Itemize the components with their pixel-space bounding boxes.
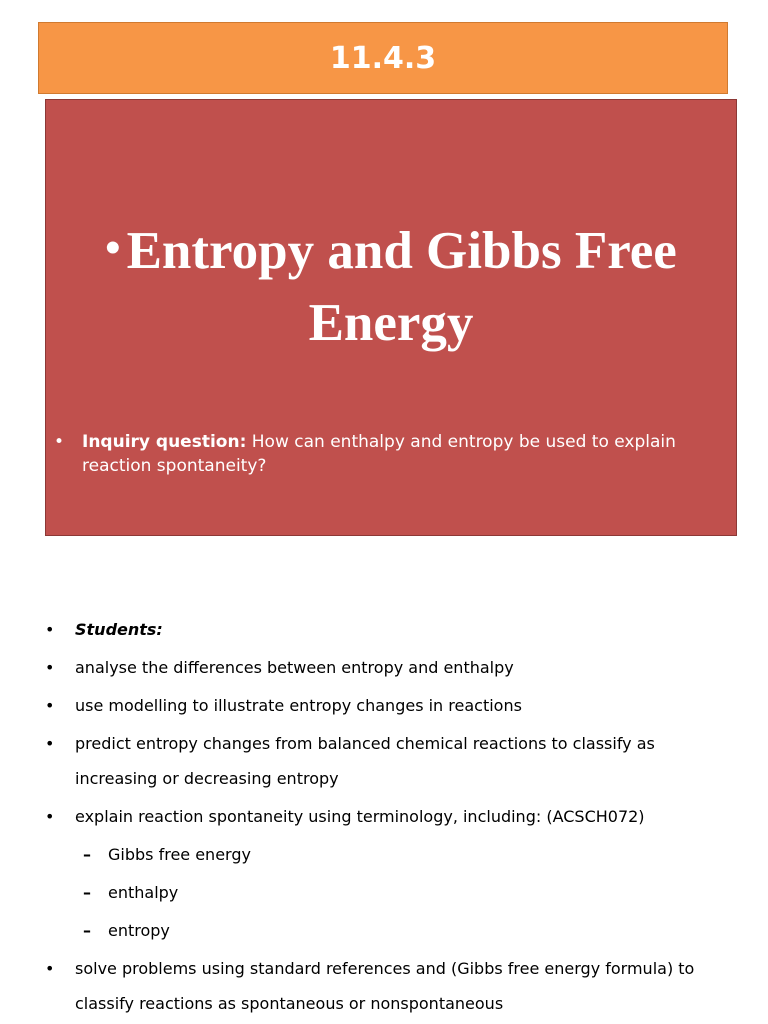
section-code: 11.4.3 [329,40,437,76]
subitem-text: entropy [108,921,170,940]
title-box [45,99,737,536]
title-text: Entropy and Gibbs Free Energy [126,222,677,352]
outcome-text: explain reaction spontaneity using terminology, including: (ACSCH072) [75,807,645,826]
title-bullet: • [105,223,121,272]
outcome-text: use modelling to illustrate entropy changes in reactions [75,696,522,715]
outcomes-heading: Students: [75,620,163,639]
bullet-marker: • [45,620,55,639]
list-item [45,951,735,1021]
learning-outcomes-list [45,612,735,1024]
inquiry-label: Inquiry question: [82,432,247,452]
bullet-marker: • [45,734,55,753]
inquiry-bullet: • [54,432,65,452]
list-item [45,799,735,834]
bullet-marker: • [45,807,55,826]
main-title [46,212,736,359]
subitem-text: enthalpy [108,883,179,902]
outcome-text: analyse the differences between entropy and enthalpy [75,658,514,677]
dash-marker: – [83,883,91,902]
bullet-marker: • [45,696,55,715]
dash-marker: – [83,845,91,864]
sub-list-item [45,913,735,948]
list-item [45,650,735,685]
outcome-text: solve problems using standard references and (Gibbs free energy formula) to classify reactions as spontaneous or nonspontaneous [75,959,695,1013]
inquiry-question [54,430,724,478]
list-item [45,612,735,647]
bullet-marker: • [45,658,55,677]
sub-list-item [45,837,735,872]
list-item [45,726,735,796]
list-item [45,688,735,723]
bullet-marker: • [45,959,55,978]
section-code-banner [38,22,728,94]
inquiry-text: How can enthalpy and entropy be used to explain reaction spontaneity? [82,432,676,476]
subitem-text: Gibbs free energy [108,845,251,864]
dash-marker: – [83,921,91,940]
sub-list-item [45,875,735,910]
outcome-text: predict entropy changes from balanced chemical reactions to classify as increasing or decreasing entropy [75,734,655,788]
